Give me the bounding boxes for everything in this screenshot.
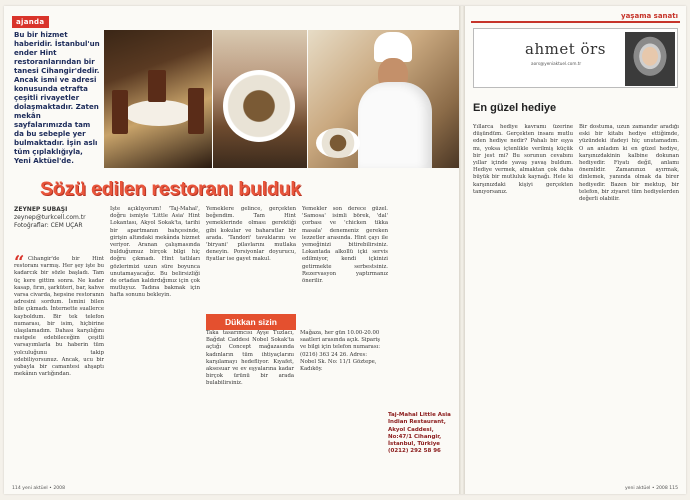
shop-box-text-2: Mağaza, her gün 10.00-20.00 saatleri arasında açık. Sipariş ve bilgi için telefon numarası: (0216) 363 24 26. Adres: Nobel Sk. No: 11/1 Göztepe, Kadıköy. (300, 330, 381, 373)
plate-image (223, 70, 295, 142)
column-headline: En güzel hediye (473, 102, 557, 114)
shop-box-title: Dükkan sizin (206, 314, 296, 330)
column-1: Cihangir'de bir Hint restoranı varmış. Her şey işte bu kadarcık bir sözle başladı. Tam üç kere gittim sonra. Ne kadar kasap, fırın, şarküteri, bar, kahve varsa civarda, hepsine restoranın adresini sordum. İsmini bilen bile çıkmadı. İnternette suallerce kayboldum. Bir tek telefon numarası, bir isim, hiçbirine ulaşılamadım. Dahası karşılığını rastgele edebileceğim çeşitli varsayımlarla bu haberin tüm yolculuğunu takip edebiliyorsunuz. Ancak, ucu bir yabayla bir camantesi ahşaptı mekânın varlığından. (14, 256, 104, 378)
author-email: aors@yeniaktuel.com.tr (531, 61, 582, 66)
chair-image (148, 70, 166, 102)
section-tag: yaşama sanatı (621, 12, 678, 20)
restaurant-interior-photo (104, 30, 212, 168)
article-headline: Sözü edilen restoranı bulduk (40, 178, 301, 200)
chair-image (188, 88, 204, 134)
byline (14, 206, 104, 230)
shop-box (206, 314, 384, 482)
plate-image (316, 128, 360, 158)
quote-mark-icon: “ (14, 252, 25, 273)
column-3: Yemeklere gelince, gerçekten beğendim. Tam Hint yemeklerinde olması gerektiği gibi kokular ve baharatlar bir arada. 'Tandori' tavuklarını ve 'biryani' pilavlarını mutlaka deneyin. Porsiyonlar doyurucu, fiyatlar ise gayet makul. (206, 206, 296, 263)
byline-email: zeynep@turkcell.com.tr (14, 214, 86, 221)
left-page (4, 6, 459, 494)
column-1: Yıllarca hediye kavramı üzerine düşündüm. Gerçekten insanı mutlu eden hediye nedir? Pahalı bir eşya mı, yoksa içtenlikle verilmiş küçük bir jest mi? Bu sorunun cevabını yıllar içinde yavaş yavaş buldum. Hediye vermek, almaktan çok daha büyük bir mutluluk kaynağı. Hele ki karşınızdaki kişiyi gerçekten tanıyorsanız. (473, 124, 573, 195)
shop-box-text: Taka tasarımcısı Ayşe Tuzlacı, Bağdat Caddesi Nobel Sokak'ta açtığı Concept mağazasında kadınların tüm ihtiyaçlarını karşılamayı hedefliyor. Kıyafet, aksesuar ve ev eşyalarına kadar birçok ürünü bir arada bulabilirsiniz. (206, 330, 294, 387)
page-folio: 114 yeni aktüel • 2008 (12, 486, 66, 491)
section-tag: ajanda (12, 16, 49, 28)
right-page (465, 6, 686, 494)
table-image (124, 100, 194, 126)
intro-text: Bu bir hizmet haberidir. İstanbul'un ender Hint restoranlarından bir tanesi Cihangir'dedir. Ancak ismi ve adresi konusunda etrafta çeşitli rivayetler dolaşmaktadır. Zaten mekân sayfalarımızda tam da bu sebeple yer bulmaktadır. İşin aslı tüm çıplaklığıyla, Yeni Aktüel'de. (14, 30, 100, 165)
column-2: Bir dostuma, uzun zamandır aradığı eski bir kitabı hediye ettiğimde, yüzündeki ifadeyi hiç unutamadım. O an anladım ki en güzel hediye, karşınızdakinin kalbine dokunan hediyedir. Fiyatı değil, anlamı önemlidir. Zamanınızı ayırmak, dinlemek, yanında olmak da birer hediyedir. Bazen bir mektup, bir telefon, bir ziyaret tüm hediyelerden değerli olabilir. (579, 124, 679, 203)
author-portrait (625, 32, 675, 86)
chair-image (112, 90, 128, 134)
photographer-credit: Fotoğraflar: CEM UÇAR (14, 222, 83, 229)
chef-photo (308, 30, 459, 168)
author-name: ahmet örs (525, 40, 606, 58)
page-folio: yeni aktüel • 2008 115 (624, 486, 678, 491)
restaurant-address: Taj-Mahal Little Asia Indian Restaurant, Akyol Caddesi, No:47/1 Cihangir, İstanbul, Türkiye (0212) 292 58 96 (388, 412, 451, 455)
magazine-spread (4, 6, 686, 494)
column-4: Yemekler son derece güzel. 'Samosa' isimli börek, 'dal' çorbası ve 'chicken tikka masala' denemeniz gereken lezzetler arasında. Hint çayı ile yemeğinizi bitirebilirsiniz. Lokantada alkollü içki servis edilmiyor, kendi içkinizi getirmekte serbestsiniz. Rezervasyon yaptırmanız önerilir. (302, 206, 388, 285)
byline-name: ZEYNEP SUBAŞI (14, 206, 68, 213)
column-2: İşte açıklıyorum! 'Taj-Mahal', doğru ismiyle 'Little Asia' Hint Lokantası, Akyol Sokak'ta, tarihi bir apartmanın bahçesinde, girişin altındaki mekânda hizmet veriyor. Aranan çalışmasında bulduğumuz birçok bilgi hiç doğru çıkmadı. Hint tatlıları gözlerimizi uzun süre boyunca unutamayacağız. Bu belirsizliği de ortadan kaldırdığımız için çok mutluyuz. Tadına bakmak için hafta sonunu bekleyin. (110, 206, 200, 299)
section-divider (471, 21, 680, 23)
dish-photo (213, 30, 307, 168)
chef-coat-image (358, 82, 432, 168)
